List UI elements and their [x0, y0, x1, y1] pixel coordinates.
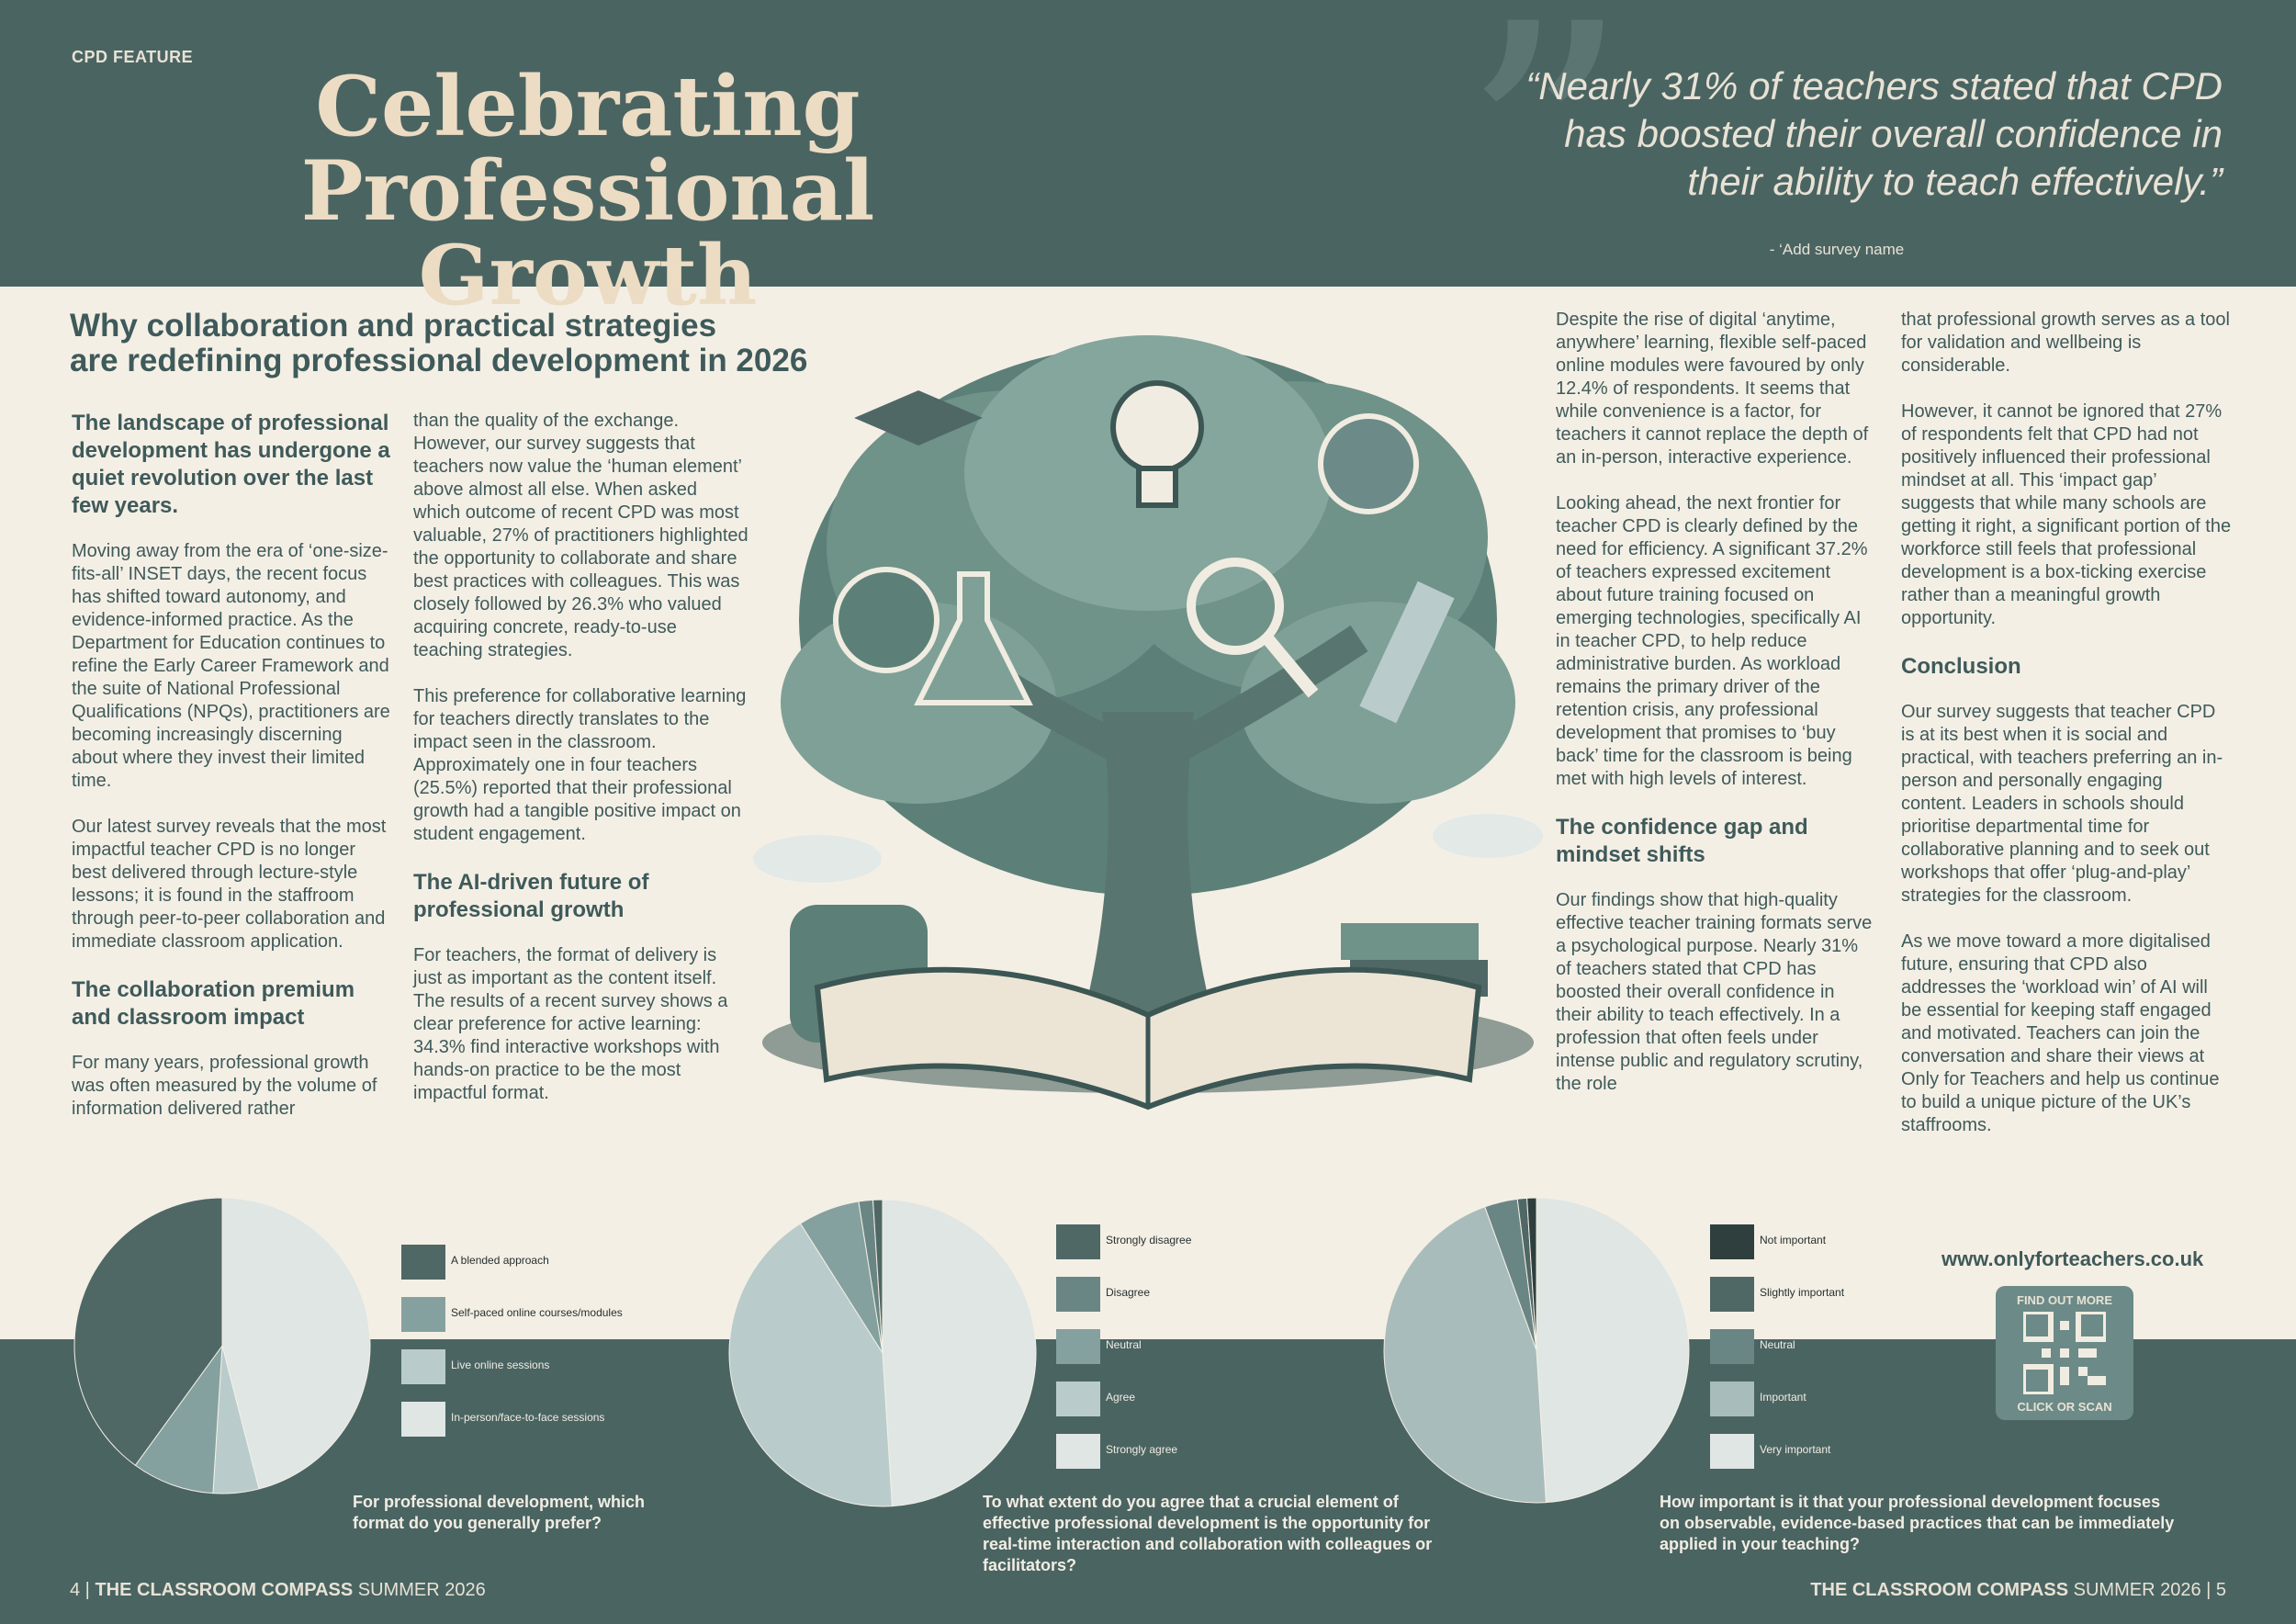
legend-label: Strongly agree — [1106, 1443, 1178, 1456]
article-column-4 — [1901, 309, 2232, 1160]
article-column-2 — [413, 410, 748, 1128]
body-paragraph: than the quality of the exchange. However, our survey suggests that teachers now value the ‘human element’ above almost all else. When asked which outcome of recent CPD was most valuable, 27% of practitioners highlighted the opportunity to collaborate and share best practices with colleagues. This was closely followed by 26.3% who valued acquiring concrete, ready-to-use teaching strategies. — [413, 411, 748, 660]
body-paragraph: For many years, professional growth was often measured by the volume of information delivered rather — [72, 1053, 377, 1119]
page-number-left: 4 — [70, 1580, 81, 1600]
legend-label: In-person/face-to-face sessions — [451, 1411, 605, 1424]
section-heading: The confidence gap and mindset shifts — [1556, 815, 1808, 867]
legend-swatch — [1056, 1382, 1100, 1416]
legend-label: Agree — [1106, 1391, 1136, 1404]
pie-chart-collaboration — [727, 1198, 1038, 1508]
quote-line-2: has boosted their overall confidence in — [1564, 112, 2223, 155]
legend-swatch — [401, 1245, 445, 1280]
body-paragraph: Moving away from the era of ‘one-size-fits-all’ INSET days, the recent focus has shifted toward autonomy, and evidence-informed practice. As the Department for Education continues to refine the Early Career Framework and the suite of National Professional Qualifications (NPQs), practitioners are becoming increasingly discerning about where they invest their limited time. — [72, 541, 390, 791]
quote-source: - ‘Add survey name — [1769, 241, 1905, 258]
section-heading: Conclusion — [1901, 654, 2021, 679]
website-link[interactable]: www.onlyforteachers.co.uk — [1941, 1247, 2204, 1270]
legend-label: Live online sessions — [451, 1359, 550, 1371]
legend-swatch — [1056, 1277, 1100, 1312]
title-line-1: Celebrating — [315, 58, 861, 155]
qr-top-label: FIND OUT MORE — [2017, 1293, 2112, 1307]
legend-label: Slightly important — [1760, 1286, 1845, 1299]
apple-icon — [836, 570, 937, 671]
page-title — [184, 58, 992, 324]
page-number-right: 5 — [2215, 1580, 2226, 1600]
legend-label: A blended approach — [451, 1254, 549, 1267]
legend-swatch — [1710, 1224, 1754, 1259]
body-paragraph: This preference for collaborative learning for teachers directly translates to the impact seen in the classroom. Approximately one in four teachers (25.5%) reported that their professional growth had a tangible positive impact on student engagement. — [413, 686, 747, 844]
publication-name-left: THE CLASSROOM COMPASS — [95, 1580, 354, 1600]
body-paragraph: However, it cannot be ignored that 27% of respondents felt that CPD had not positively influenced their professional mindset at all. This ‘impact gap’ suggests that while many schools are getting it right, a significant portion of the workforce still feels that professional development is a box-ticking exercise rather than a meaningful growth opportunity. — [1901, 401, 2232, 628]
body-paragraph: that professional growth serves as a tool for validation and wellbeing is considerable. — [1901, 310, 2230, 376]
subhead-line-1: Why collaboration and practical strategies — [70, 308, 717, 344]
pie-chart-format — [73, 1190, 372, 1501]
qr-bottom-label: CLICK OR SCAN — [2017, 1400, 2112, 1414]
quote-marks-icon: ” — [1460, 0, 1630, 339]
qr-code-icon — [2023, 1312, 2106, 1394]
title-line-2: Professional Growth — [300, 142, 875, 324]
body-paragraph: Our findings show that high-quality effective teacher training formats serve a psychological purpose. Nearly 31% of teachers stated that CPD has boosted their overall confidence in their ability to teach effectively. In a profession that often feels under intense public and regulatory scrutiny, the role — [1556, 890, 1873, 1094]
legend-label: Self-paced online courses/modules — [451, 1306, 623, 1319]
pie-slice-very-important — [1536, 1198, 1689, 1503]
section-heading: The AI-driven future of professional growth — [413, 870, 649, 922]
legend-swatch — [1710, 1434, 1754, 1469]
tree-illustration — [735, 317, 1561, 1148]
legend-swatch — [1710, 1382, 1754, 1416]
globe-icon — [1321, 416, 1416, 512]
footer-right: THE CLASSROOM COMPASS SUMMER 2026 | 5 — [1810, 1580, 2226, 1600]
legend-swatch — [401, 1402, 445, 1437]
subhead-line-2: are redefining professional development in 2026 — [70, 343, 808, 378]
legend-label: Strongly disagree — [1106, 1234, 1192, 1246]
lead-paragraph: The landscape of professional development has undergone a quiet revolution over the last few years. — [72, 411, 390, 518]
legend-label: Disagree — [1106, 1286, 1151, 1299]
legend-swatch — [1056, 1329, 1100, 1364]
publication-name-right: THE CLASSROOM COMPASS — [1810, 1580, 2069, 1600]
qr-code-button[interactable] — [1996, 1286, 2133, 1420]
issue-left: SUMMER 2026 — [357, 1580, 486, 1600]
body-paragraph: Looking ahead, the next frontier for teacher CPD is clearly defined by the need for efficiency. A significant 37.2% of teachers expressed excitement about future training focused on emerging technologies, specifically AI in teacher CPD, to help reduce administrative burden. As workload remains the primary driver of the retention crisis, any professional development that promises to ‘buy back’ time for the classroom is being met with high levels of interest. — [1556, 493, 1868, 789]
pull-quote — [1433, 62, 2223, 206]
legend-label: Important — [1760, 1391, 1806, 1404]
chart-title-collaboration: To what extent do you agree that a crucial element of effective professional development is the opportunity for real-time interaction and collaboration with colleagues or facilitators? — [983, 1493, 1433, 1574]
chart-title-evidence-based: How important is it that your professional development focuses on observable, evidence-based practices that can be immediately applied in your teaching? — [1660, 1493, 2175, 1553]
body-paragraph: As we move toward a more digitalised future, ensuring that CPD also addresses the ‘workload win’ of AI will be essential for keeping staff engaged and motivated. Teachers can join the conversation and share their views at Only for Teachers and help us continue to build a unique picture of the UK’s staffrooms. — [1901, 931, 2220, 1135]
legend-swatch — [1056, 1434, 1100, 1469]
legend-swatch — [1710, 1329, 1754, 1364]
feature-label: CPD FEATURE — [72, 48, 194, 66]
body-paragraph: Despite the rise of digital ‘anytime, anywhere’ learning, flexible self-paced online modules were favoured by only 12.4% of respondents. It seems that while convenience is a factor, for teachers it cannot replace the depth of an in-person, interactive experience. — [1556, 310, 1869, 468]
quote-line-3: their ability to teach effectively.” — [1687, 160, 2223, 203]
body-paragraph: For teachers, the format of delivery is just as important as the content itself. The results of a recent survey shows a clear preference for active learning: 34.3% find interactive workshops with hands-on practice to be the most impactful format. — [413, 945, 728, 1103]
footer-left: 4 | THE CLASSROOM COMPASS SUMMER 2026 — [70, 1580, 486, 1600]
pie-slice-strongly-agree — [883, 1200, 1036, 1506]
section-heading: The collaboration premium and classroom impact — [72, 977, 355, 1030]
legend-label: Not important — [1760, 1234, 1827, 1246]
pie-chart-evidence-based — [1382, 1196, 1691, 1505]
quote-line-1: “Nearly 31% of teachers stated that CPD — [1525, 64, 2223, 107]
legend-label: Neutral — [1106, 1338, 1142, 1351]
article-column-3 — [1556, 309, 1873, 1119]
legend-swatch — [401, 1297, 445, 1332]
legend-label: Neutral — [1760, 1338, 1795, 1351]
legend-label: Very important — [1760, 1443, 1831, 1456]
issue-right: SUMMER 2026 — [2073, 1580, 2201, 1600]
legend-swatch — [1710, 1277, 1754, 1312]
article-column-1 — [72, 410, 393, 1144]
chart-title-format: For professional development, which format do you generally prefer? — [353, 1493, 646, 1532]
legend-swatch — [1056, 1224, 1100, 1259]
body-paragraph: Our latest survey reveals that the most impactful teacher CPD is no longer best delivered through lecture-style lessons; it is found in the staffroom through peer-to-peer collaboration and immediate classroom application. — [72, 817, 387, 952]
legend-swatch — [401, 1349, 445, 1384]
body-paragraph: Our survey suggests that teacher CPD is at its best when it is social and practical, with teachers preferring an in-person and personally engaging content. Leaders in schools should prioritise departmental time for collaborative planning and to seek out workshops that offer ‘plug-and-play’ strategies for the classroom. — [1901, 702, 2223, 906]
